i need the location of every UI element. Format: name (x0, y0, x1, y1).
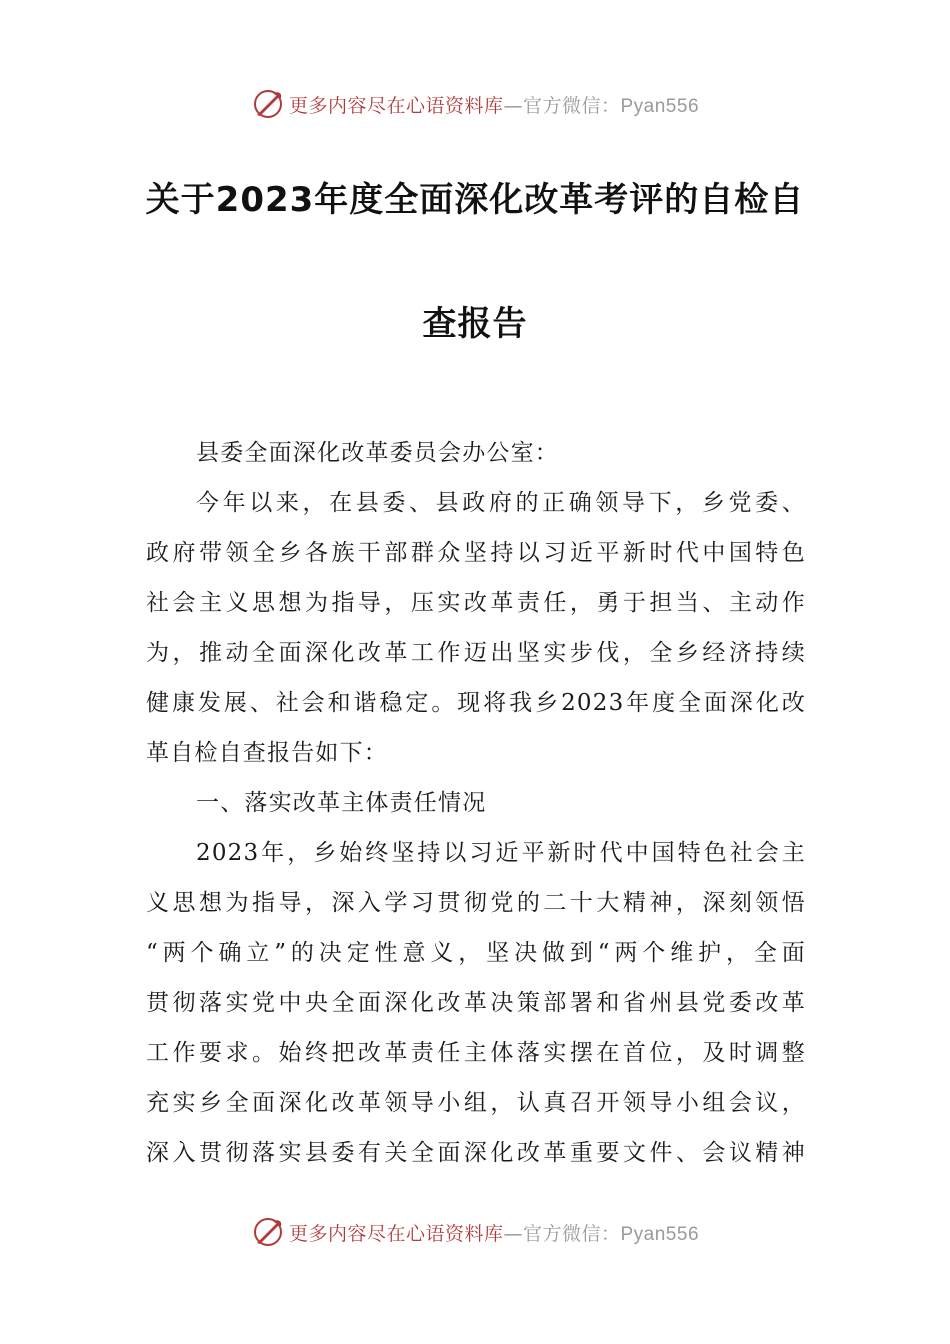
banner-wechat-label: 官方微信： (522, 94, 621, 117)
quill-logo-icon (251, 1215, 285, 1249)
quill-logo-icon (251, 87, 285, 121)
paragraph-line: 深入贯彻落实县委有关全面深化改革重要文件、会议精神 (146, 1140, 806, 1166)
banner-wechat-id: Pyan556 (620, 1223, 700, 1245)
section-heading: 一、落实改革主体责任情况 (196, 790, 487, 816)
paragraph-line: 健康发展、社会和谐稳定。现将我乡2023年度全面深化改 (146, 690, 806, 716)
banner-dash: — (503, 94, 523, 117)
paragraph-line: 社会主义思想为指导，压实改革责任，勇于担当、主动作 (146, 590, 806, 616)
paragraph-line: 政府带领全乡各族干部群众坚持以习近平新时代中国特色 (146, 540, 806, 566)
salutation: 县委全面深化改革委员会办公室： (196, 440, 559, 466)
document-body (146, 428, 806, 1178)
banner-text: 更多内容尽在心语资料库 (288, 94, 504, 117)
paragraph-line: 为，推动全面深化改革工作迈出坚实步伐，全乡经济持续 (146, 640, 806, 666)
paragraph-line: 2023年，乡始终坚持以习近平新时代中国特色社会主 (196, 840, 806, 866)
document-title-line-2: 查报告 (422, 304, 528, 344)
paragraph-line: 今年以来，在县委、县政府的正确领导下，乡党委、 (196, 490, 806, 516)
banner-dash: — (503, 1222, 523, 1245)
document-title-line-1: 关于2023年度全面深化改革考评的自检自 (145, 180, 805, 220)
banner-wechat-id: Pyan556 (620, 95, 700, 117)
banner-wechat-label: 官方微信： (522, 1222, 621, 1245)
paragraph-line: 充实乡全面深化改革领导小组，认真召开领导小组会议， (146, 1090, 806, 1116)
paragraph-line: 革自检自查报告如下： (146, 740, 388, 766)
paragraph-line: 贯彻落实党中央全面深化改革决策部署和省州县党委改革 (146, 990, 806, 1016)
paragraph-line: “两个确立”的决定性意义，坚决做到“两个维护，全面 (146, 940, 806, 966)
paragraph-line: 工作要求。始终把改革责任主体落实摆在首位，及时调整 (146, 1040, 806, 1066)
watermark-banner-bottom (0, 1212, 950, 1252)
paragraph-line: 义思想为指导，深入学习贯彻党的二十大精神，深刻领悟 (146, 890, 806, 916)
banner-text: 更多内容尽在心语资料库 (288, 1222, 504, 1245)
watermark-banner-top (0, 84, 950, 124)
